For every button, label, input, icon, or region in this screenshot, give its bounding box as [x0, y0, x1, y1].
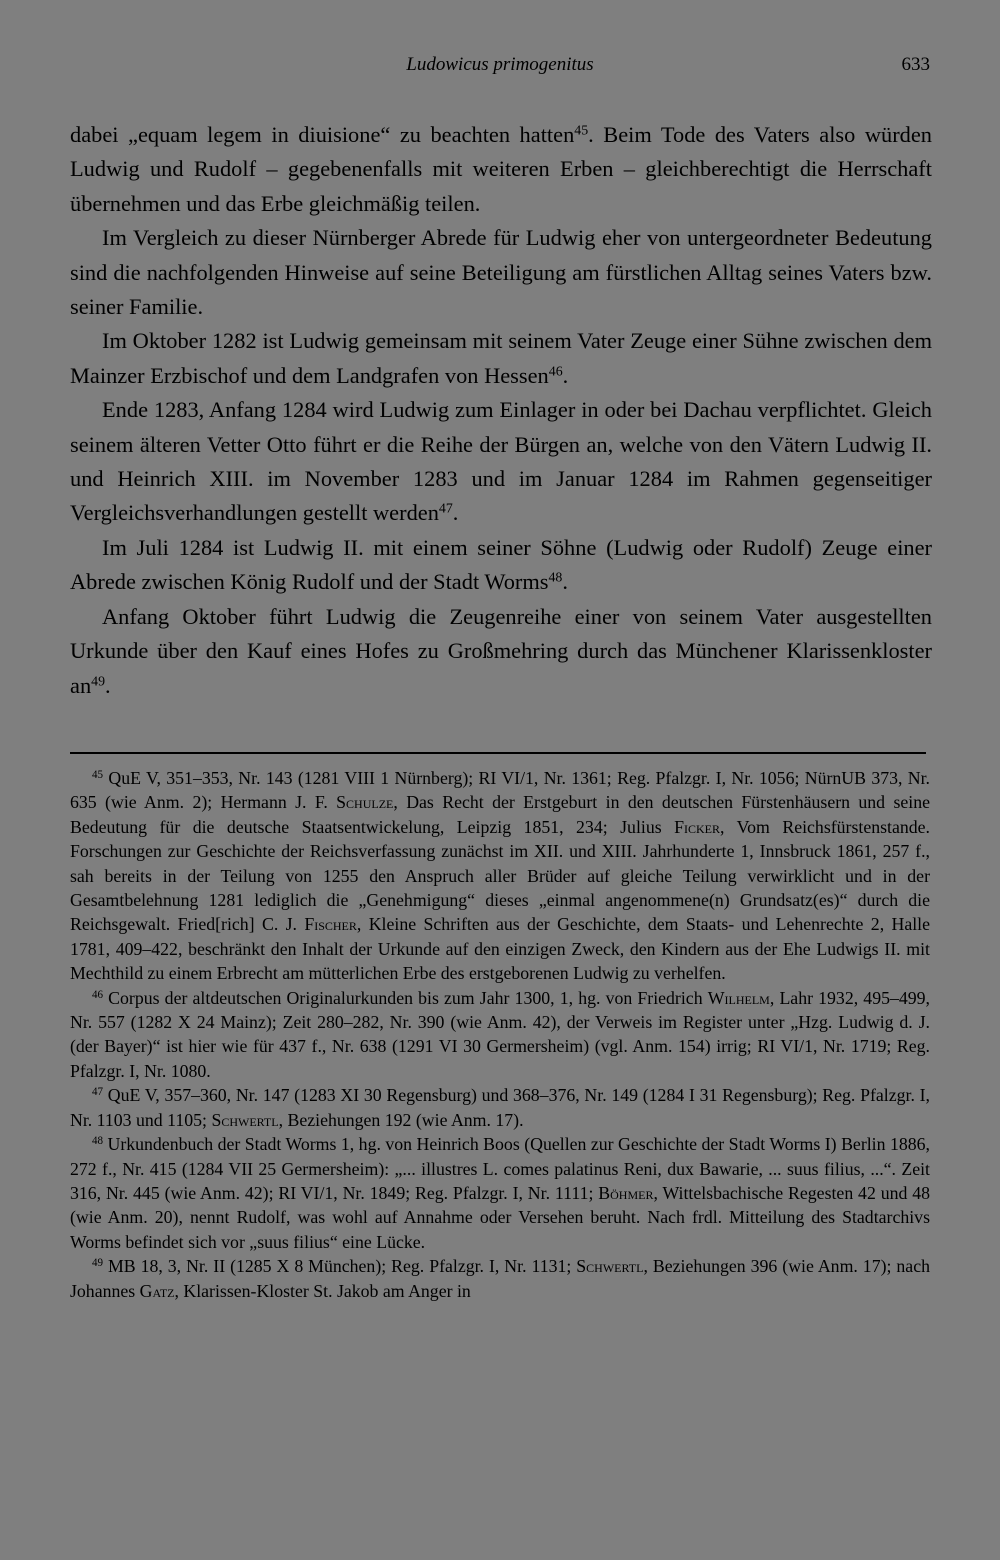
footnote-ref: 48	[548, 570, 563, 586]
paragraph: Anfang Oktober führt Ludwig die Zeugenreihe einer von seinem Vater ausgestellten Urkunde über den Kauf eines Hofes zu Großmehring durch das Münchener Klarissenkloster $an^{49}$.	[70, 603, 932, 698]
footnote-number: 45	[92, 768, 104, 781]
footnote-ref: 45	[574, 123, 589, 139]
running-title: Ludowicus primogenitus	[406, 54, 594, 75]
footnote-number: 49	[92, 1257, 104, 1270]
footnote-number: 48	[92, 1135, 104, 1148]
footnote-number: 46	[92, 988, 104, 1001]
paragraph: Im Juli 1284 ist Ludwig II. mit einem seiner Söhne (Ludwig oder Rudolf) Zeuge einer Abrede zwischen König Rudolf und der Stadt Worms$^{48}$.	[70, 534, 932, 595]
paragraph: Ende 1283, Anfang 1284 wird Ludwig zum Einlager in oder bei Dachau verpflichtet. Gleich seinem älteren Vetter Otto führt er die Reihe der Bürgen an, welche von den Vätern Ludwig II. und Heinrich XIII. im November 1283 und im Januar 1284 im Rahmen gegenseitiger Vergleichsverhandlungen gestellt werden$^{47}$.	[70, 397, 932, 526]
paragraph: Im Oktober 1282 ist Ludwig gemeinsam mit seinem Vater Zeuge einer Sühne zwischen dem Mainzer Erzbischof und dem Landgrafen von Hessen$^{46}$.	[70, 328, 932, 388]
footnote: $^{45}$ QuE V, 351–353, Nr. 143 (1281 VIII 1 Nürnberg); RI VI/1, Nr. 1361; Reg. Pfalzgr. I, Nr. 1056; NürnUB 373, Nr. 635 (wie Anm. 2); Hermann J. F. Schulze, Das Recht der Erstgeburt in den deutschen Fürstenhäusern und seine Bedeutung für die deutsche Staatsentwickelung, Leipzig 1851, 234; Julius Ficker, Vom Reichsfürstenstande. Forschungen zur Geschichte der Reichsverfassung zunächst im XII. und XIII. Jahrhunderte 1, Innsbruck 1861, 257 f., sah bereits in der Teilung von 1255 den Anspruch aller Brüder auf gleiche Teilung verwirklicht und in der Gesamtbelehnung 1281 lediglich die „Genehmigung“ dieses „einmal angenommene(n) Grundsatz(es)“ durch die Reichsgewalt. Fried[rich] C. J. Fischer, Kleine Schriften aus der Geschichte, dem Staats- und Lehenrechte 2, Halle 1781, 409–422, beschränkt den Inhalt der Urkunde auf den einzigen Zweck, den Kindern aus der Ehe Ludwigs II. mit Mechthild zu einem Erbrecht am mütterlichen Erbe des erstgeborenen Ludwig zu verhelfen.	[70, 768, 930, 984]
footnote-separator	[70, 752, 926, 754]
author-name: Böhmer	[598, 1182, 654, 1203]
footnotes	[70, 766, 930, 1303]
author-name: Schulze	[336, 792, 394, 813]
main-text	[70, 118, 932, 703]
paragraph: dabei „equam legem in diuisione“ zu beachten hatten$^{45}$. Beim Tode des Vaters also würden Ludwig und Rudolf – gegebenenfalls mit weiteren Erben – gleichberechtigt die Herrschaft übernehmen und das Erbe gleichmäßig teilen.	[70, 122, 933, 216]
footnote-ref: 46	[548, 364, 563, 380]
footnote: $^{47}$ QuE V, 357–360, Nr. 147 (1283 XI 30 Regensburg) und 368–376, Nr. 149 (1284 I 31 Regensburg); Reg. Pfalzgr. I, Nr. 1103 und 1105; Schwertl, Beziehungen 192 (wie Anm. 17).	[70, 1085, 930, 1130]
footnote-ref: 49	[91, 673, 106, 689]
author-name: Gatz	[139, 1280, 175, 1301]
footnote: $^{48}$ Urkundenbuch der Stadt Worms 1, hg. von Heinrich Boos (Quellen zur Geschichte der Stadt Worms I) Berlin 1886, 272 f., Nr. 415 (1284 VII 25 Germersheim): „... illustres L. comes palatinus Reni, dux Bawarie, ... suus filius, ...“. Zeit 316, Nr. 445 (wie Anm. 42); RI VI/1, Nr. 1849; Reg. Pfalzgr. I, Nr. 1111; Böhmer, Wittelsbachische Regesten 42 und 48 (wie Anm. 20), nennt Rudolf, was wohl auf Annahme oder Versehen beruht. Nach frdl. Mitteilung des Stadtarchivs Worms befindet sich vor „suus filius“ eine Lücke.	[70, 1134, 930, 1252]
footnote-number: 47	[92, 1086, 104, 1099]
footnote: $^{49}$ MB 18, 3, Nr. II (1285 X 8 München); Reg. Pfalzgr. I, Nr. 1131; Schwertl, Beziehungen 396 (wie Anm. 17); nach Johannes Gatz, Klarissen-Kloster St. Jakob am Anger in	[70, 1256, 930, 1301]
author-name: Ficker	[674, 816, 720, 837]
page-header	[70, 54, 930, 90]
footnote: $^{46}$ Corpus der altdeutschen Originalurkunden bis zum Jahr 1300, 1, hg. von Friedrich Wilhelm, Lahr 1932, 495–499, Nr. 557 (1282 X 24 Mainz); Zeit 280–282, Nr. 390 (wie Anm. 42), der Verweis im Register unter „Hzg. Ludwig d. J. (der Bayer)“ ist hier wie für 437 f., Nr. 638 (1291 VI 30 Germersheim) (vgl. Anm. 154) irrig; RI VI/1, Nr. 1719; Reg. Pfalzgr. I, Nr. 1080.	[70, 987, 930, 1081]
author-name: Wilhelm	[707, 987, 770, 1008]
author-name: Schwertl	[211, 1109, 279, 1130]
paragraph: Im Vergleich zu dieser Nürnberger Abrede für Ludwig eher von untergeordneter Bedeutung sind die nachfolgenden Hinweise auf seine Beteiligung am fürstlichen Alltag seines Vaters bzw. seiner Familie.	[70, 225, 932, 320]
author-name: Schwertl	[576, 1256, 644, 1277]
author-name: Fischer	[304, 914, 357, 935]
page-number: 633	[901, 54, 930, 75]
footnote-ref: 47	[438, 501, 453, 517]
